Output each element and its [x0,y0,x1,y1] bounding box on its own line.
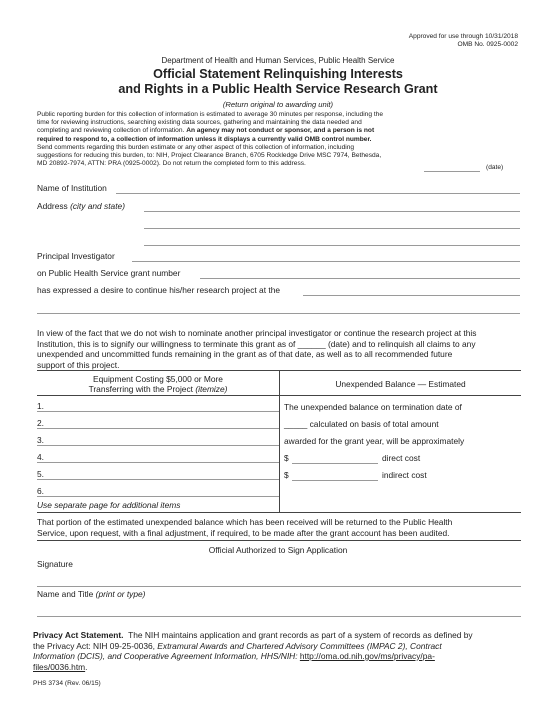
equipment-row-3: 3. [37,435,44,445]
burden-line: required to respond to, a collection of information unless it displays a currently valid OMB control number. [37,135,372,143]
equipment-row-1: 1. [37,401,44,411]
equipment-row-line[interactable] [37,445,279,446]
statement-line: Institution, this is to signify our willingness to terminate this grant as of ______ (date) and to relinquish all claims to any [37,338,476,349]
statement-line: unexpended and uncommitted funds remaining in the grant as of that date, as well as to all recommended future [37,349,453,359]
burden-line: suggestions for reducing this burden, to: NIH, Project Clearance Branch, 6705 Rockledge Drive MSC 7974, Bethesda, [37,152,382,160]
burden-line: Send comments regarding this burden estimate or any other aspect of this collection of information, including [37,143,355,151]
address-label: Address (city and state) [37,201,125,211]
privacy-act-statement [33,630,525,672]
separate-page-note: Use separate page for additional items [37,500,181,510]
title-line-1: Official Statement Relinquishing Interests [153,67,403,81]
date-field-line[interactable] [424,171,480,172]
table-column-divider [279,370,280,513]
equipment-row-2: 2. [37,418,44,428]
equipment-row-line[interactable] [37,411,279,412]
equipment-row-4: 4. [37,452,44,462]
relinquish-statement [37,328,527,370]
burden-line: Public reporting burden for this collection of information is estimated to average 30 minutes per response, including the [37,111,383,118]
returned-line: That portion of the estimated unexpended balance which has been received will be returned to the Public Health [37,517,453,527]
grant-number-field[interactable] [200,278,520,279]
equipment-header [37,374,279,394]
signature-field[interactable] [37,586,521,587]
omb-number: OMB No. 0925-0002 [457,41,518,49]
table-header-border [37,395,521,396]
department-name: Department of Health and Human Services, Public Health Service [161,56,395,65]
institution-label: Name of Institution [37,183,107,193]
balance-line-1: The unexpended balance on termination date of [284,402,462,412]
pi-field[interactable] [132,261,520,262]
privacy-link-cont[interactable]: files/0036.htm [33,661,86,672]
privacy-line: the Privacy Act: NIH 09-25-0036, Extramural Awards and Chartered Advisory Committees (IMPAC 2), Contract [33,640,442,651]
burden-statement [37,111,457,168]
privacy-line: Information (DCIS), and Cooperative Agreement Information, HHS/NIH: http://oma.od.nih.gov/ms/privacy/pa- [33,651,435,661]
equipment-row-line[interactable] [37,428,279,429]
date-label: (date) [486,164,504,171]
equipment-row-line[interactable] [37,479,279,480]
signature-label: Signature [37,559,73,569]
equipment-row-6: 6. [37,486,44,496]
desire-field-2[interactable] [37,313,520,314]
official-header: Official Authorized to Sign Application [208,545,348,555]
desire-field-1[interactable] [303,295,520,296]
address-field-3[interactable] [144,245,520,246]
statement-line: support of this project. [37,359,120,370]
direct-cost-field[interactable] [292,463,378,464]
balance-line-3: awarded for the grant year, will be approximately [284,436,465,446]
address-field-1[interactable] [144,211,520,212]
table-bottom-border [37,512,521,513]
privacy-line: files/0036.htm. [33,661,88,672]
equipment-header-line: Equipment Costing $5,000 or More [93,374,223,384]
official-top-border [37,540,521,541]
burden-line: completing and reviewing collection of information. An agency may not conduct or sponsor, and a person is not [37,127,375,135]
burden-line: time for reviewing instructions, searching existing data sources, gathering and maintaining the data needed and [37,119,362,127]
desire-label: has expressed a desire to continue his/her research project at the [37,285,281,295]
balance-header: Unexpended Balance — Estimated [335,379,466,389]
privacy-link[interactable]: http://oma.od.nih.gov/ms/privacy/pa- [299,651,435,661]
page-title [0,67,556,97]
equipment-row-line[interactable] [37,462,279,463]
approved-through: Approved for use through 10/31/2018 [408,33,518,40]
approval-block [409,33,518,49]
institution-field[interactable] [116,193,520,194]
statement-line: In view of the fact that we do not wish to nominate another principal investigator or continue the research project at this [37,328,477,338]
indirect-dollar: $ [284,470,289,480]
direct-dollar: $ [284,453,289,463]
equipment-header-line: Transferring with the Project (itemize) [88,384,228,394]
equipment-row-line[interactable] [37,496,279,497]
equipment-row-5: 5. [37,469,44,479]
burden-line: MD 20892-7974, ATTN: PRA (0925-0002). Do not return the completed form to this address. [37,160,306,168]
privacy-line: Privacy Act Statement. The NIH maintains application and grant records as part of a system of records as defined by [33,630,473,640]
return-note: (Return original to awarding unit) [222,100,334,109]
direct-cost-label: direct cost [382,453,421,463]
indirect-cost-label: indirect cost [382,470,427,480]
returned-line: Service, upon request, with a final adjustment, if required, to be made after the grant account has been audited. [37,527,450,538]
returned-statement [37,517,527,538]
address-field-2[interactable] [144,228,520,229]
balance-line-2: _____ calculated on basis of total amount [284,419,439,429]
title-line-2: and Rights in a Public Health Service Research Grant [118,82,438,96]
name-title-field[interactable] [37,616,521,617]
form-number: PHS 3734 (Rev. 06/15) [33,680,101,687]
indirect-cost-field[interactable] [292,480,378,481]
pi-label: Principal Investigator [37,251,115,261]
name-title-label: Name and Title (print or type) [37,589,146,599]
grant-number-label: on Public Health Service grant number [37,268,181,278]
